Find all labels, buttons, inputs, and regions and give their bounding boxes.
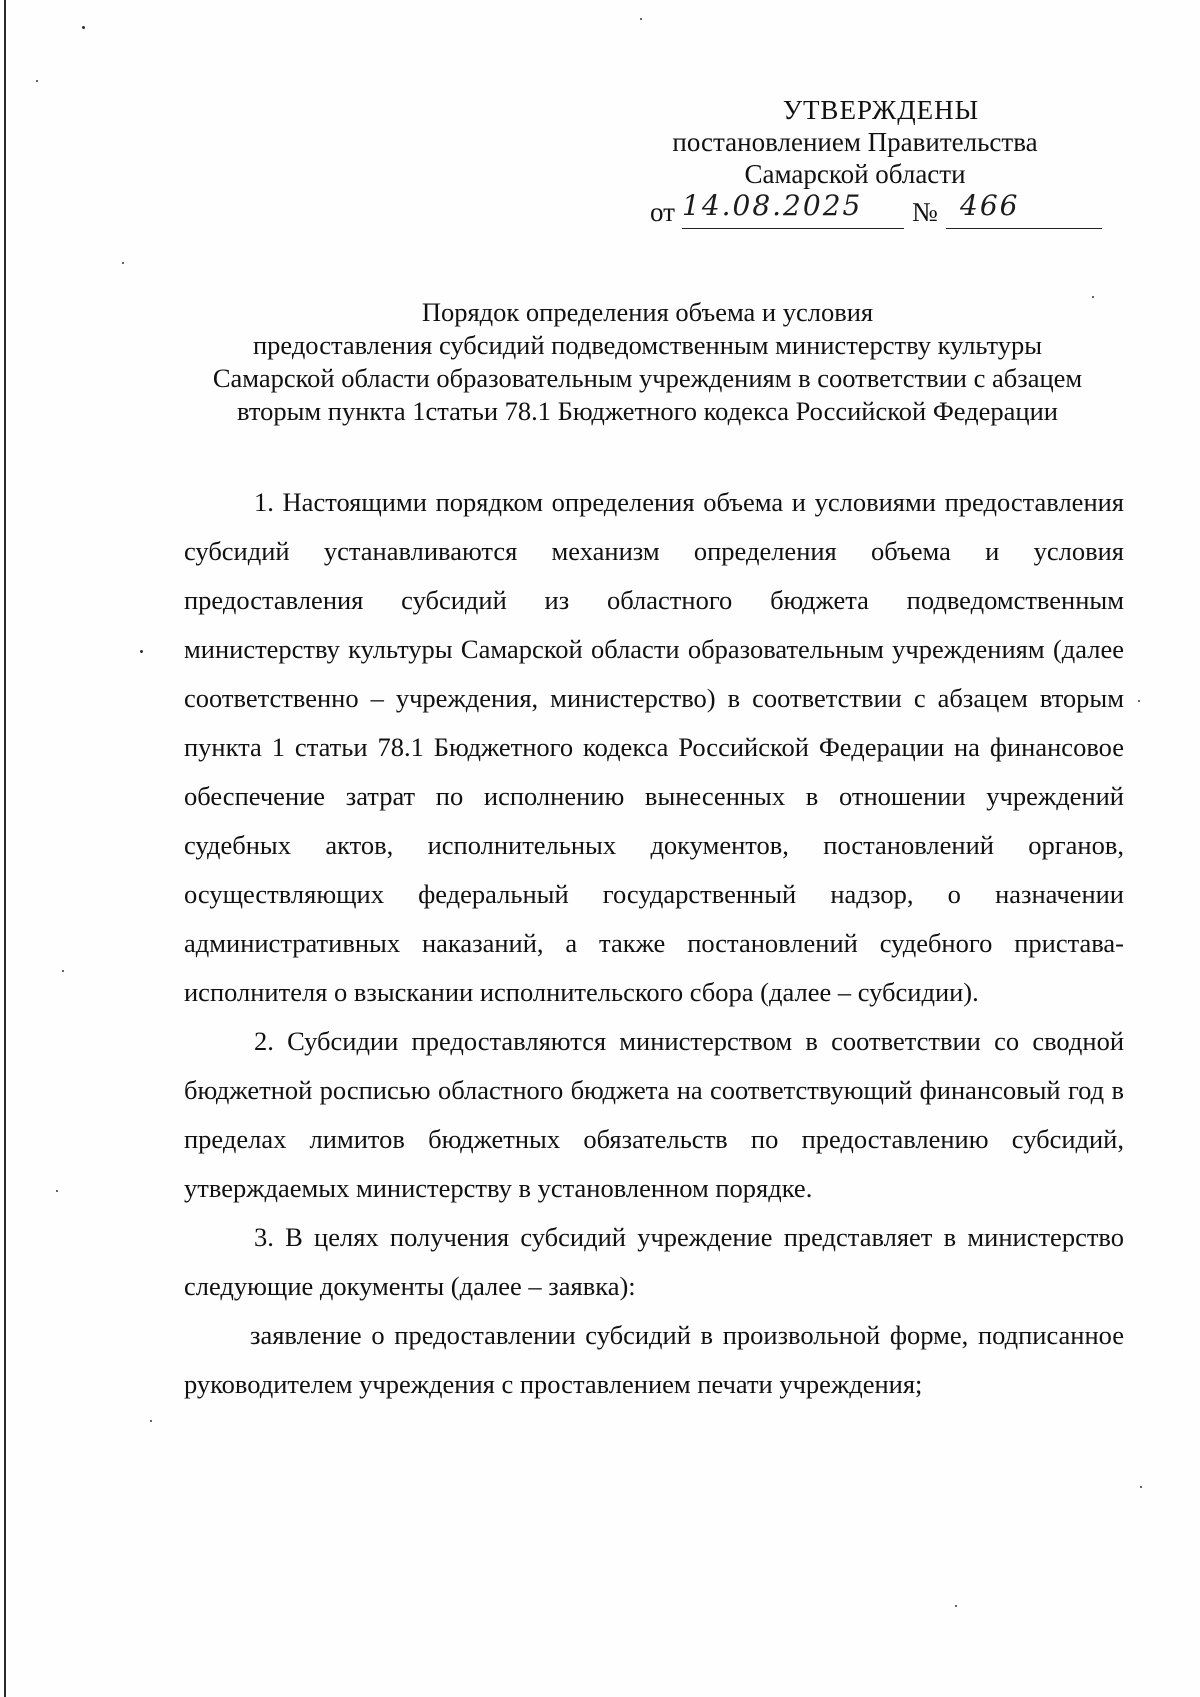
number-prefix: №	[912, 197, 938, 227]
paragraph-2: 2. Субсидии предоставляются министерством в соответствии со сводной бюджетной росписью областного бюджета на соответствующий финансовый год в пределах лимитов бюджетных обязательств по предоставлению субсидий, утверждаемых министерству в установленном порядке.	[184, 1026, 1124, 1203]
date-prefix: от	[650, 197, 675, 227]
page-edge	[4, 0, 6, 1697]
scan-speck	[150, 1420, 152, 1422]
paragraph-3: 3. В целях получения субсидий учреждение представляет в министерство следующие документы (далее – заявка):	[184, 1222, 1124, 1301]
approval-date-row	[640, 189, 1110, 232]
title-line-3: Самарской области образовательным учреждениям в соответствии с абзацем	[212, 363, 1083, 393]
scan-speck	[1140, 1486, 1142, 1488]
handwritten-number: 466	[960, 189, 1020, 222]
title-line-4: вторым пункта 1статьи 78.1 Бюджетного кодекса Российской Федерации	[237, 396, 1058, 426]
scan-speck	[122, 262, 124, 264]
title-line-2: предоставления субсидий подведомственным министерству культуры	[252, 330, 1043, 360]
scan-speck	[56, 1190, 58, 1192]
scan-speck	[955, 1605, 957, 1607]
scan-speck	[640, 18, 642, 20]
scan-speck	[36, 80, 38, 82]
scan-speck	[82, 26, 85, 29]
scan-speck	[1138, 700, 1140, 702]
approval-heading: УТВЕРЖДЕНЫ	[782, 95, 980, 125]
number-underline	[946, 228, 1102, 229]
document-title	[160, 296, 1135, 428]
title-line-1: Порядок определения объема и условия	[421, 297, 874, 327]
paragraph-4: заявление о предоставлении субсидий в произвольной форме, подписанное руководителем учреждения с проставлением печати учреждения;	[184, 1320, 1124, 1399]
handwritten-date: 14.08.2025	[682, 189, 863, 222]
date-underline	[682, 228, 904, 229]
scan-speck	[140, 650, 143, 653]
approval-line-1: постановлением Правительства	[672, 127, 1038, 157]
paragraph-1: 1. Настоящими порядком определения объема и условиями предоставления субсидий устанавливаются механизм определения объема и условия предоставления субсидий из областного бюджета подведомственным министерству культуры Самарской области образовательным учреждениям (далее соответственно – учреждения, министерство) в соответствии с абзацем вторым пункта 1 статьи 78.1 Бюджетного кодекса Российской Федерации на финансовое обеспечение затрат по исполнению вынесенных в отношении учреждений судебных актов, исполнительных документов, постановлений органов, осуществляющих федеральный государственный надзор, о назначении административных наказаний, а также постановлений судебного пристава-исполнителя о взыскании исполнительского сбора (далее – субсидии).	[184, 487, 1124, 1007]
document-body	[184, 478, 1124, 1409]
approval-line-2: Самарской области	[744, 159, 966, 189]
scan-speck	[1092, 296, 1094, 298]
approval-block	[640, 94, 1110, 232]
scan-speck	[62, 970, 64, 972]
